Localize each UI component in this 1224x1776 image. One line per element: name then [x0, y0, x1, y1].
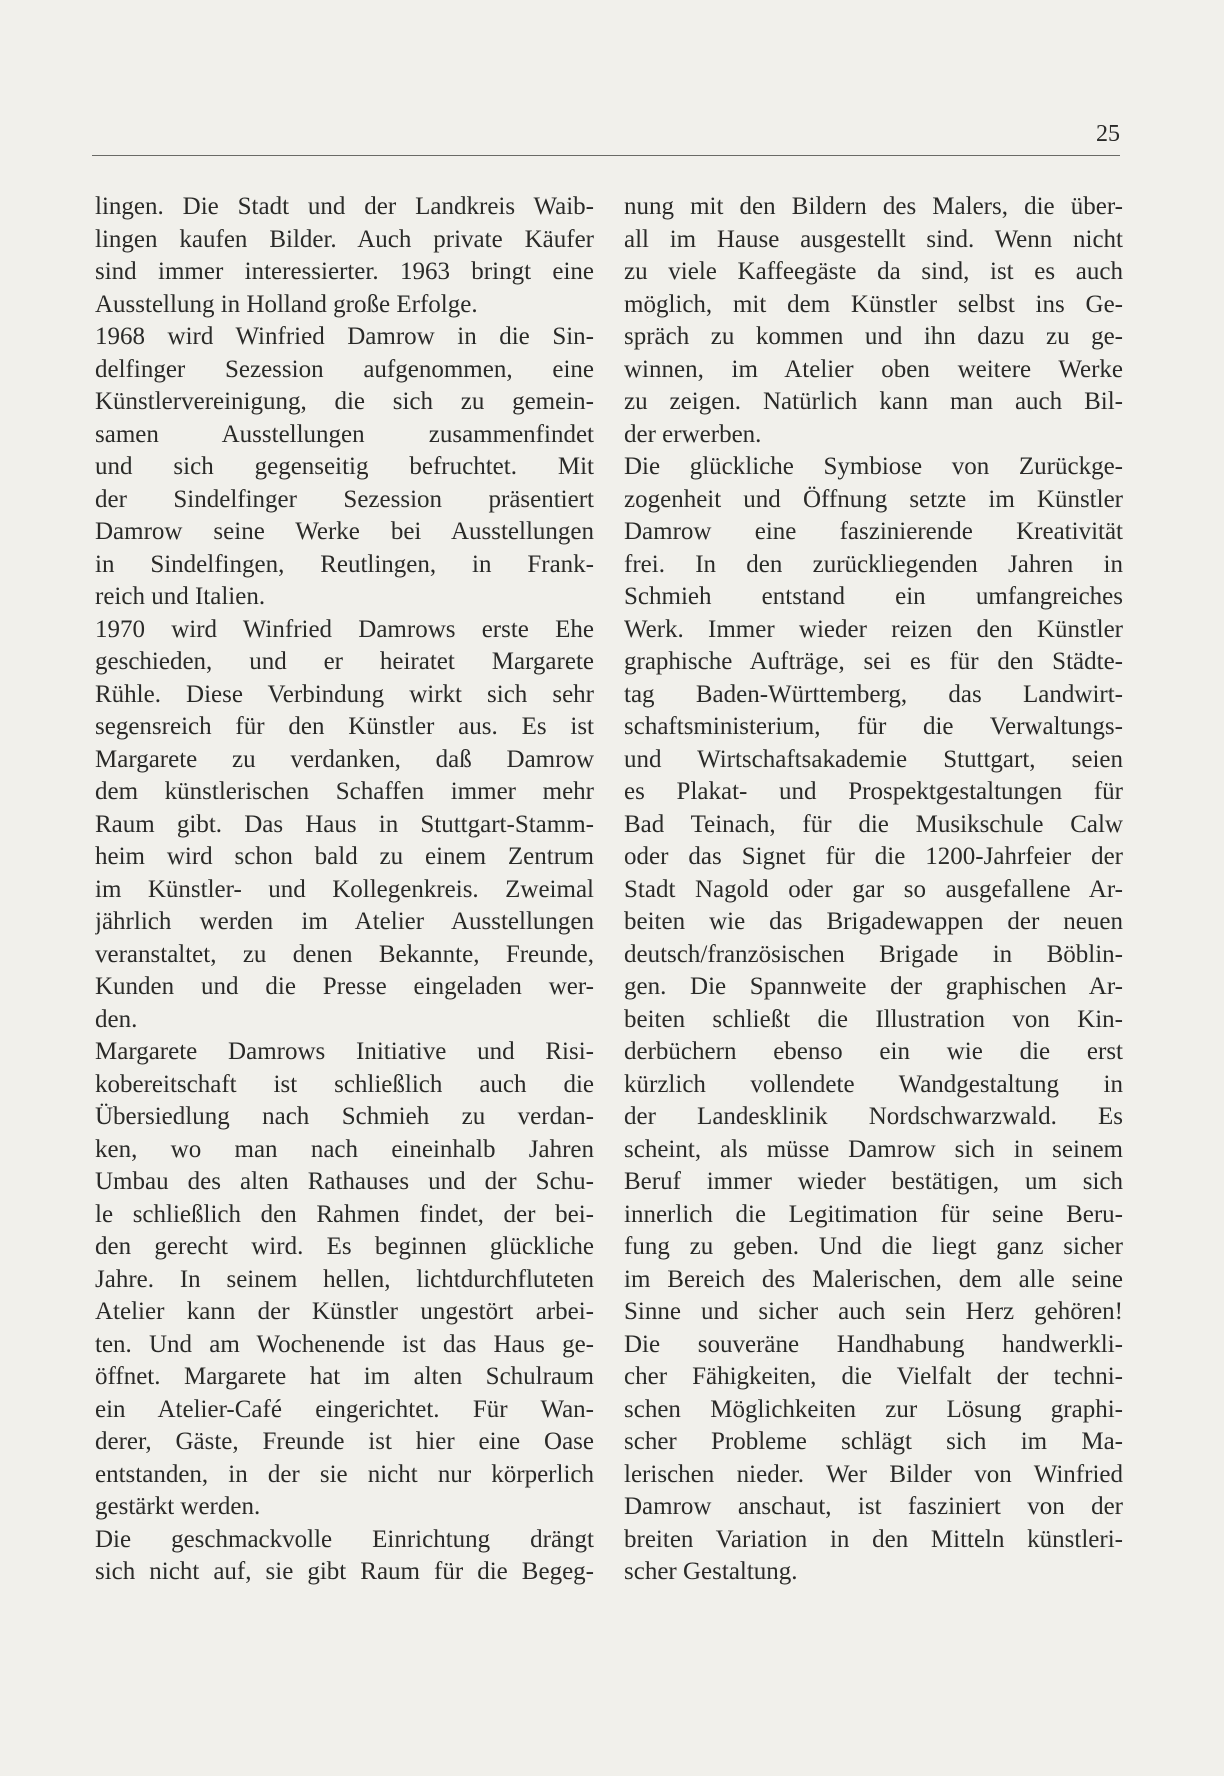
left-text-column	[95, 191, 594, 1589]
text-line: Damrow seine Werke bei Ausstellungen	[95, 518, 594, 545]
text-line: der Sindelfinger Sezession präsentiert	[95, 485, 594, 513]
text-line: jährlich werden im Atelier Ausstellungen	[95, 908, 594, 935]
text-line: es Plakat- und Prospektgestaltungen für	[624, 778, 1123, 805]
text-line: lerischen nieder. Wer Bilder von Winfried	[624, 1460, 1123, 1488]
text-line: in Sindelfingen, Reutlingen, in Frank-	[95, 550, 594, 578]
text-line: Künstlervereinigung, die sich zu gemein-	[95, 388, 594, 415]
text-line: Jahre. In seinem hellen, lichtdurchfluteten	[95, 1265, 594, 1293]
text-line: delfinger Sezession aufgenommen, eine	[95, 355, 594, 383]
text-line: 1970 wird Winfried Damrows erste Ehe	[95, 615, 594, 643]
text-line: frei. In den zurückliegenden Jahren in	[624, 550, 1123, 578]
text-line: Margarete Damrows Initiative und Risi-	[95, 1038, 594, 1065]
text-line: ken, wo man nach eineinhalb Jahren	[95, 1135, 594, 1163]
text-line: Die glückliche Symbiose von Zurückge-	[624, 453, 1123, 480]
text-line: lingen kaufen Bilder. Auch private Käufer	[95, 225, 594, 253]
text-line: und sich gegenseitig befruchtet. Mit	[95, 453, 594, 480]
text-line: all im Hause ausgestellt sind. Wenn nicht	[624, 225, 1123, 253]
text-line: ten. Und am Wochenende ist das Haus ge-	[95, 1330, 594, 1358]
text-line: Ausstellung in Holland große Erfolge.	[95, 290, 478, 318]
text-line: entstanden, in der sie nicht nur körperlich	[95, 1460, 594, 1488]
text-line: kobereitschaft ist schließlich auch die	[95, 1070, 594, 1098]
text-line: sich nicht auf, sie gibt Raum für die Begeg-	[95, 1558, 594, 1585]
text-line: lingen. Die Stadt und der Landkreis Waib-	[95, 193, 594, 220]
text-line: öffnet. Margarete hat im alten Schulraum	[95, 1363, 594, 1390]
right-text-column	[624, 191, 1123, 1589]
text-line: beiten wie das Brigadewappen der neuen	[624, 908, 1123, 935]
text-line: scher Probleme schlägt sich im Ma-	[624, 1428, 1123, 1455]
text-line: deutsch/französischen Brigade in Böblin-	[624, 940, 1123, 968]
text-line: scheint, als müsse Damrow sich in seinem	[624, 1135, 1123, 1163]
text-line: gen. Die Spannweite der graphischen Ar-	[624, 973, 1123, 1000]
text-line: samen Ausstellungen zusammenfindet	[95, 420, 594, 448]
text-line: schaftsministerium, für die Verwaltungs-	[624, 713, 1123, 740]
text-line: kürzlich vollendete Wandgestaltung in	[624, 1070, 1123, 1098]
text-line: Margarete zu verdanken, daß Damrow	[95, 745, 594, 773]
text-line: Werk. Immer wieder reizen den Künstler	[624, 615, 1123, 643]
text-line: sind immer interessierter. 1963 bringt eine	[95, 258, 594, 285]
text-line: tag Baden-Württemberg, das Landwirt-	[624, 680, 1123, 708]
text-line: Rühle. Diese Verbindung wirkt sich sehr	[95, 680, 594, 708]
text-line: segensreich für den Künstler aus. Es ist	[95, 713, 594, 740]
text-line: der erwerben.	[624, 420, 762, 448]
page-number: 25	[1096, 121, 1120, 147]
text-line: ein Atelier-Café eingerichtet. Für Wan-	[95, 1395, 594, 1423]
text-line: breiten Variation in den Mitteln künstleri-	[624, 1525, 1123, 1553]
text-line: Kunden und die Presse eingeladen wer-	[95, 973, 594, 1000]
text-line: und Wirtschaftsakademie Stuttgart, seien	[624, 745, 1123, 773]
text-line: Sinne und sicher auch sein Herz gehören!	[624, 1298, 1123, 1325]
text-line: winnen, im Atelier oben weitere Werke	[624, 355, 1123, 383]
text-line: Beruf immer wieder bestätigen, um sich	[624, 1168, 1123, 1195]
text-line: Bad Teinach, für die Musikschule Calw	[624, 810, 1123, 838]
text-line: heim wird schon bald zu einem Zentrum	[95, 843, 594, 870]
text-line: nung mit den Bildern des Malers, die über-	[624, 193, 1123, 220]
text-line: derer, Gäste, Freunde ist hier eine Oase	[95, 1428, 594, 1455]
text-line: geschieden, und er heiratet Margarete	[95, 648, 594, 675]
text-line: Stadt Nagold oder gar so ausgefallene Ar-	[624, 875, 1123, 903]
text-line: Damrow anschaut, ist fasziniert von der	[624, 1493, 1123, 1520]
text-line: fung zu geben. Und die liegt ganz sicher	[624, 1233, 1123, 1260]
text-line: Umbau des alten Rathauses und der Schu-	[95, 1168, 594, 1195]
text-line: Die souveräne Handhabung handwerkli-	[624, 1330, 1123, 1358]
text-line: zu zeigen. Natürlich kann man auch Bil-	[624, 388, 1123, 415]
text-line: zogenheit und Öffnung setzte im Künstler	[624, 485, 1123, 513]
text-line: im Künstler- und Kollegenkreis. Zweimal	[95, 875, 594, 903]
text-line: dem künstlerischen Schaffen immer mehr	[95, 778, 594, 805]
text-line: gestärkt werden.	[95, 1493, 261, 1520]
text-line: den.	[95, 1005, 138, 1033]
text-line: cher Fähigkeiten, die Vielfalt der techni-	[624, 1363, 1123, 1390]
text-line: möglich, mit dem Künstler selbst ins Ge-	[624, 290, 1123, 318]
text-line: den gerecht wird. Es beginnen glückliche	[95, 1233, 594, 1260]
text-line: Damrow eine faszinierende Kreativität	[624, 518, 1123, 545]
text-line: graphische Aufträge, sei es für den Städte-	[624, 648, 1123, 675]
text-line: veranstaltet, zu denen Bekannte, Freunde,	[95, 940, 594, 968]
text-line: le schließlich den Rahmen findet, der bei-	[95, 1200, 594, 1228]
text-line: der Landesklinik Nordschwarzwald. Es	[624, 1103, 1123, 1130]
text-line: schen Möglichkeiten zur Lösung graphi-	[624, 1395, 1123, 1423]
text-line: Schmieh entstand ein umfangreiches	[624, 583, 1123, 610]
text-line: im Bereich des Malerischen, dem alle seine	[624, 1265, 1123, 1293]
text-line: Übersiedlung nach Schmieh zu verdan-	[95, 1103, 594, 1130]
text-line: beiten schließt die Illustration von Kin-	[624, 1005, 1123, 1033]
text-line: zu viele Kaffeegäste da sind, ist es auch	[624, 258, 1123, 285]
text-line: Raum gibt. Das Haus in Stuttgart-Stamm-	[95, 810, 594, 838]
text-line: spräch zu kommen und ihn dazu zu ge-	[624, 323, 1123, 350]
text-line: Atelier kann der Künstler ungestört arbei-	[95, 1298, 594, 1325]
text-line: innerlich die Legitimation für seine Beru-	[624, 1200, 1123, 1228]
text-line: 1968 wird Winfried Damrow in die Sin-	[95, 323, 594, 350]
header-rule	[92, 155, 1120, 156]
text-line: reich und Italien.	[95, 583, 266, 610]
text-line: Die geschmackvolle Einrichtung drängt	[95, 1525, 594, 1553]
text-line: derbüchern ebenso ein wie die erst	[624, 1038, 1123, 1065]
text-line: oder das Signet für die 1200-Jahrfeier der	[624, 843, 1123, 870]
text-line: scher Gestaltung.	[624, 1558, 798, 1585]
